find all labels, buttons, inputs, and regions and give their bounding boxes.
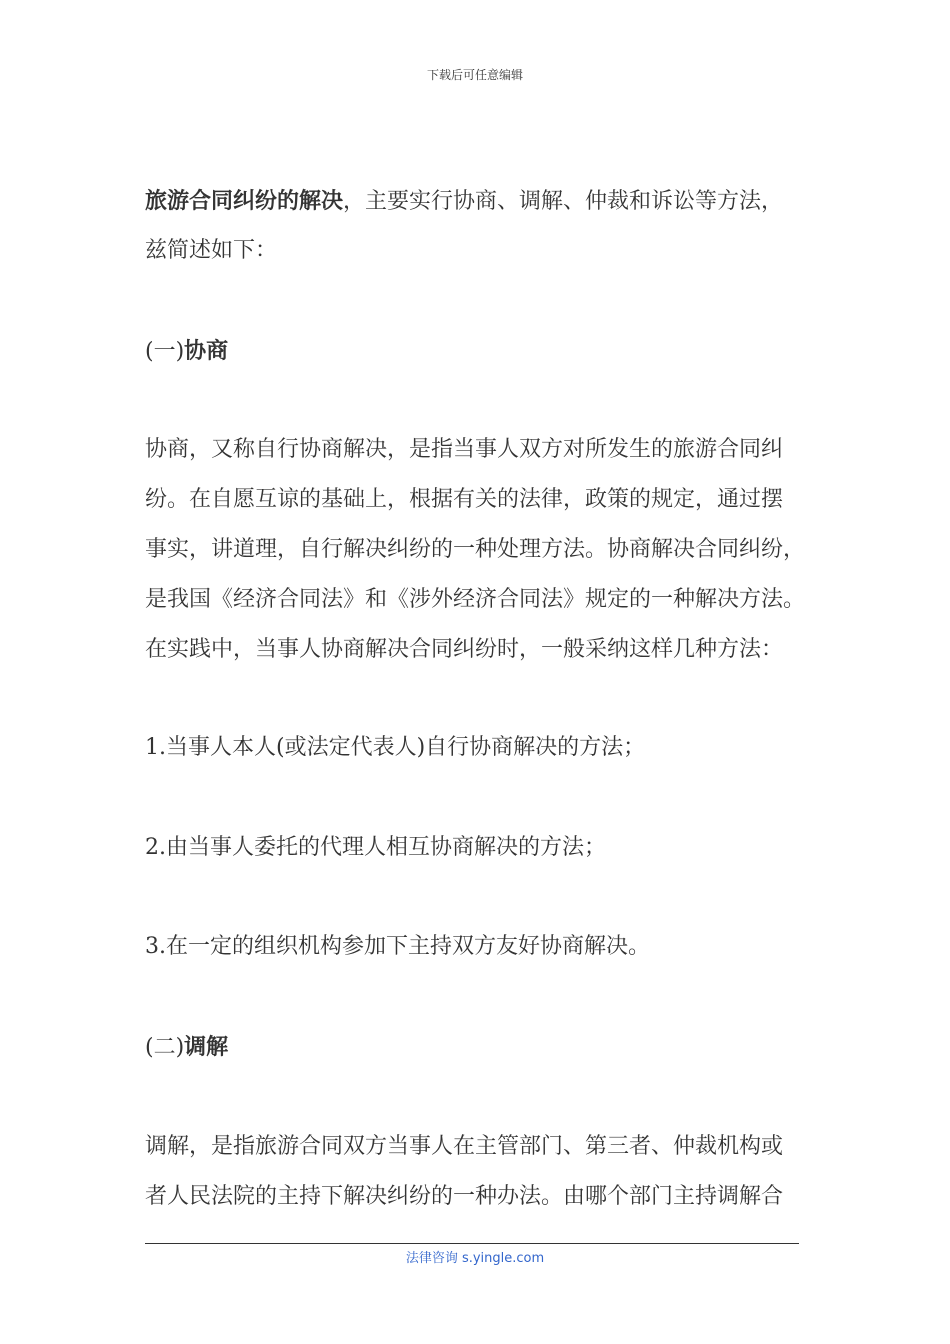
intro-line-2: 兹简述如下： xyxy=(145,238,278,263)
paragraph-line: 调解，是指旅游合同双方当事人在主管部门、第三者、仲裁机构或 xyxy=(145,1134,784,1159)
intro-text: ，主要实行协商、调解、仲裁和诉讼等方法， xyxy=(343,189,784,214)
paragraph-line: 是我国《经济合同法》和《涉外经济合同法》规定的一种解决方法。 xyxy=(145,587,806,612)
section-number: (二) xyxy=(145,1035,185,1060)
paragraph-line: 协商，又称自行协商解决，是指当事人双方对所发生的旅游合同纠 xyxy=(145,437,784,462)
paragraph-line: 者人民法院的主持下解决纠纷的一种办法。由哪个部门主持调解合 xyxy=(145,1184,784,1209)
list-item: 1.当事人本人(或法定代表人)自行协商解决的方法； xyxy=(145,735,646,760)
footer-link[interactable]: 法律咨询 s.yingle.com xyxy=(405,1251,545,1266)
section-title: 协商 xyxy=(184,338,229,364)
intro-line-1 xyxy=(145,186,783,217)
footer-divider xyxy=(145,1243,799,1244)
paragraph-line: 在实践中，当事人协商解决合同纠纷时，一般采纳这样几种方法： xyxy=(145,637,784,662)
paragraph-line: 事实，讲道理，自行解决纠纷的一种处理方法。协商解决合同纠纷， xyxy=(145,537,806,562)
section-heading-1 xyxy=(145,336,228,367)
list-item: 2.由当事人委托的代理人相互协商解决的方法； xyxy=(145,835,606,860)
paragraph-line: 纷。在自愿互谅的基础上，根据有关的法律，政策的规定，通过摆 xyxy=(145,487,784,512)
section-title: 调解 xyxy=(184,1034,229,1060)
section-heading-2 xyxy=(145,1032,228,1063)
intro-bold-term: 旅游合同纠纷的解决 xyxy=(145,188,344,214)
section-number: (一) xyxy=(145,339,185,364)
page-header: 下载后可任意编辑 xyxy=(426,68,523,82)
list-item: 3.在一定的组织机构参加下主持双方友好协商解决。 xyxy=(145,934,650,959)
